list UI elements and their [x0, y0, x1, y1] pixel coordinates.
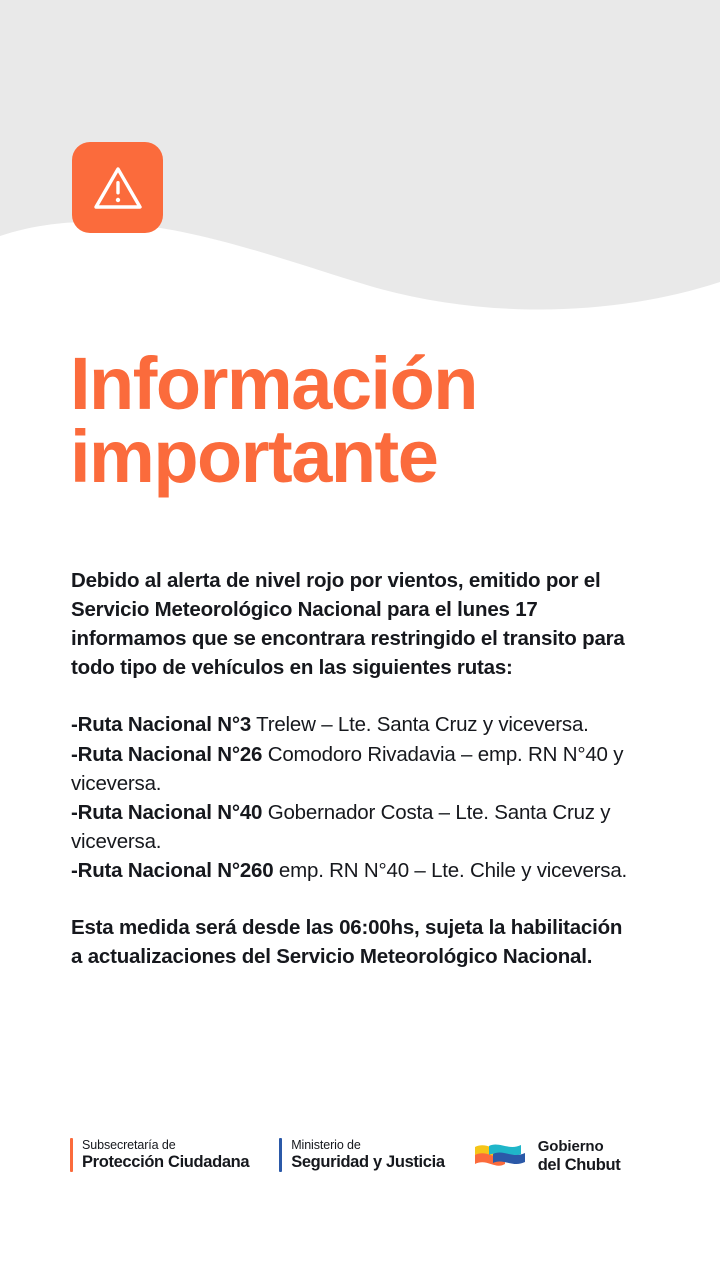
gov-logo-title: del Chubut	[537, 1155, 621, 1174]
logo-subtitle: Ministerio de	[291, 1138, 361, 1152]
logo-title: Seguridad y Justicia	[291, 1152, 445, 1171]
logo-proteccion-ciudadana	[70, 1138, 249, 1172]
route-detail: Gobernador Costa – Lte. Santa Cruz y viceversa.	[71, 800, 611, 853]
footer-logos	[70, 1138, 660, 1175]
route-name: -Ruta Nacional N°26	[71, 742, 263, 766]
route-name: -Ruta Nacional N°3	[71, 713, 252, 737]
route-name: -Ruta Nacional N°40	[71, 800, 263, 824]
gov-logo-subtitle: Gobierno	[537, 1138, 604, 1155]
lead-paragraph: Debido al alerta de nivel rojo por vientos, emitido por el Servicio Meteorológico Nacional para el lunes 17 informamos que se encontrara restringido el transito para todo tipo de vehículos en las siguientes rutas:	[71, 569, 625, 680]
page-title	[70, 342, 650, 498]
page-title-line-2: importante	[70, 414, 438, 498]
route-list	[71, 710, 637, 885]
logo-gobierno-del-chubut	[475, 1138, 621, 1175]
logo-seguridad-y-justicia	[279, 1138, 444, 1172]
route-detail: Comodoro Rivadavia – emp. RN N°40 y viceversa.	[71, 742, 624, 795]
route-detail: Trelew – Lte. Santa Cruz y viceversa.	[251, 713, 589, 737]
list-item	[71, 710, 637, 739]
logo-rule-orange	[70, 1138, 73, 1172]
route-name: -Ruta Nacional N°260	[71, 858, 274, 882]
closing-paragraph: Esta medida será desde las 06:00hs, sujeta la habilitación a actualizaciones del Servicio Meteorológico Nacional.	[71, 916, 623, 969]
route-detail: emp. RN N°40 – Lte. Chile y viceversa.	[273, 858, 628, 882]
warning-badge	[72, 142, 163, 233]
list-item	[71, 856, 637, 885]
warning-triangle-icon	[92, 164, 144, 212]
chubut-flag-icon	[475, 1140, 529, 1174]
logo-rule-blue	[279, 1138, 282, 1172]
logo-title: Protección Ciudadana	[82, 1152, 250, 1171]
list-item	[71, 740, 637, 798]
logo-subtitle: Subsecretaría de	[82, 1138, 176, 1152]
body-copy	[71, 566, 637, 971]
list-item	[71, 798, 637, 856]
page-title-line-1: Información	[70, 342, 477, 425]
